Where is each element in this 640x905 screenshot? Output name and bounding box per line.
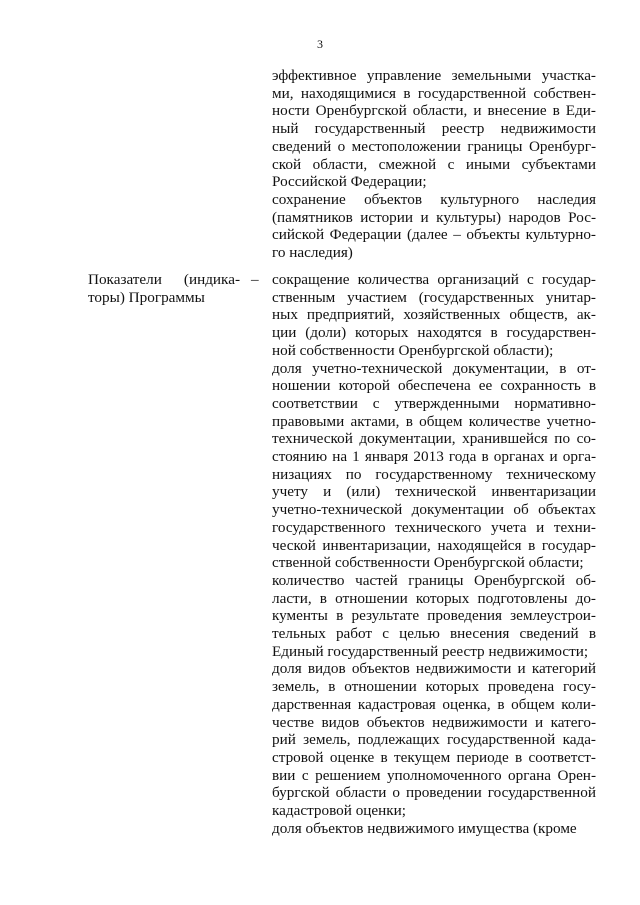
text-line: ношении которой обеспечена ее сохранность в bbox=[272, 377, 596, 395]
paragraph bbox=[272, 67, 596, 191]
text-line: сокращение количества организаций с государ- bbox=[272, 271, 596, 288]
paragraph bbox=[272, 191, 596, 262]
text-line: сохранение объектов культурного наследия bbox=[272, 190, 596, 208]
text-line: Российской Федерации; bbox=[272, 173, 427, 191]
text-line: ческой инвентаризации, находящейся в государ- bbox=[272, 536, 596, 554]
text-line: ных предприятий, хозяйственных обществ, ак- bbox=[272, 306, 596, 324]
text-line: доля видов объектов недвижимости и категорий bbox=[272, 660, 596, 678]
text-line: вии с решением уполномоченного органа Орен- bbox=[272, 766, 596, 784]
text-line: сийской Федерации (далее – объекты культурно- bbox=[272, 226, 596, 244]
text-line: земель, в отношении которых проведена госу- bbox=[272, 678, 596, 696]
paragraph bbox=[272, 660, 596, 819]
text-line: технической документации, хранившейся по со- bbox=[272, 430, 596, 448]
paragraph bbox=[272, 360, 596, 572]
text-line: ласти, в отношении которых подготовлены до- bbox=[272, 589, 596, 607]
text-line: тельных работ с целью внесения сведений в bbox=[272, 625, 596, 643]
page-number: 3 bbox=[317, 37, 323, 51]
text-line: ности Оренбургской области, и внесение в Еди- bbox=[272, 102, 596, 120]
text-line: ственной собственности Оренбургской области; bbox=[272, 554, 584, 572]
text-line: низациях по государственному техническому bbox=[272, 465, 596, 483]
text-line: кументы в результате проведения землеустрои- bbox=[272, 607, 596, 625]
program-indicators-text bbox=[272, 271, 596, 838]
text-line: доля объектов недвижимого имущества (кроме bbox=[272, 819, 577, 837]
indicators-label bbox=[88, 271, 263, 306]
label-dash: – bbox=[251, 271, 259, 288]
text-line: бургской области о проведении государственной bbox=[272, 784, 596, 802]
text-line: стоянию на 1 января 2013 года в органах и орга- bbox=[272, 448, 596, 466]
text-line: честве видов объектов недвижимости и катего- bbox=[272, 713, 596, 731]
paragraph bbox=[272, 572, 596, 661]
text-line: ный государственный реестр недвижимости bbox=[272, 120, 596, 138]
text-line: ной собственности Оренбургской области); bbox=[272, 341, 554, 359]
text-line: кадастровой оценки; bbox=[272, 802, 407, 820]
text-line: доля учетно-технической документации, в от- bbox=[272, 359, 596, 377]
text-line: правовыми актами, в общем количестве учетно- bbox=[272, 412, 596, 430]
text-line: ми, находящимися в государственной собствен- bbox=[272, 84, 596, 102]
paragraph bbox=[272, 271, 596, 360]
text-line: (памятников истории и культуры) народов Рос- bbox=[272, 208, 596, 226]
text-line: го наследия) bbox=[272, 244, 353, 262]
text-line: государственного технического учета и техни- bbox=[272, 518, 596, 536]
text-line: количество частей границы Оренбургской об- bbox=[272, 571, 596, 589]
text-line: рий земель, подлежащих государственной када- bbox=[272, 731, 596, 749]
paragraph bbox=[272, 820, 596, 838]
text-line: эффективное управление земельными участка- bbox=[272, 67, 596, 84]
text-line: учетно-технической документации об объектах bbox=[272, 501, 596, 519]
indicators-label-line: торы) Программы bbox=[88, 288, 205, 306]
text-line: дарственная кадастровая оценка, в общем коли- bbox=[272, 695, 596, 713]
text-line: ции (доли) которых находятся в государствен- bbox=[272, 324, 596, 342]
text-line: учету и (или) технической инвентаризации bbox=[272, 483, 596, 501]
text-line: стровой оценке в текущем периоде в соответст- bbox=[272, 748, 596, 766]
text-line: Единый государственный реестр недвижимости; bbox=[272, 642, 589, 660]
text-line: ственным участием (государственных унитар- bbox=[272, 288, 596, 306]
program-goals-text bbox=[272, 67, 596, 262]
indicators-label-line: Показатели (индика- bbox=[88, 271, 240, 288]
text-line: сведений о местоположении границы Оренбург- bbox=[272, 137, 596, 155]
text-line: соответствии с утвержденными нормативно- bbox=[272, 394, 596, 412]
text-line: ской области, смежной с иными субъектами bbox=[272, 155, 596, 173]
